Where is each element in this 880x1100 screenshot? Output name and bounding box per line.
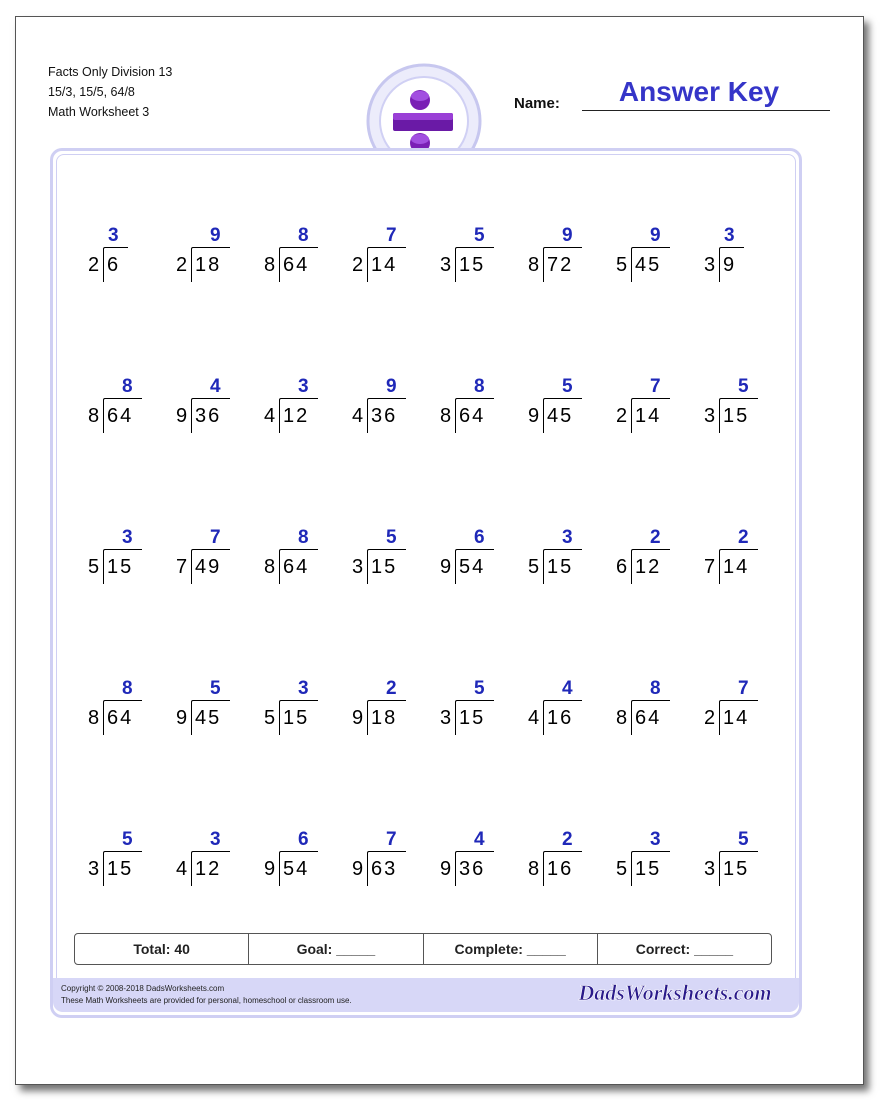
answer: 8 — [298, 527, 309, 548]
division-problem — [172, 225, 252, 289]
dividend: 14 — [635, 405, 662, 427]
worksheet-info — [48, 62, 172, 122]
dividend: 18 — [195, 254, 222, 276]
dividend: 15 — [635, 858, 662, 880]
answer: 7 — [738, 678, 749, 699]
dividend: 49 — [195, 556, 222, 578]
division-problem — [436, 829, 516, 893]
dividend: 14 — [723, 707, 750, 729]
divisor: 2 — [352, 254, 364, 276]
answer: 6 — [474, 527, 485, 548]
division-problem — [524, 678, 604, 742]
divisor: 8 — [88, 405, 100, 427]
divisor: 9 — [528, 405, 540, 427]
copyright-text: Copyright © 2008-2018 DadsWorksheets.com — [61, 984, 225, 993]
answer: 5 — [386, 527, 397, 548]
name-field — [514, 76, 819, 116]
division-problem — [524, 527, 604, 591]
answer: 9 — [210, 225, 221, 246]
answer: 8 — [122, 376, 133, 397]
division-problem — [348, 376, 428, 440]
division-problem — [84, 527, 164, 591]
answer: 3 — [210, 829, 221, 850]
worksheet-title: Facts Only Division 13 — [48, 65, 173, 79]
divisor: 9 — [176, 707, 188, 729]
division-problem — [348, 678, 428, 742]
dividend: 72 — [547, 254, 574, 276]
answer: 5 — [474, 678, 485, 699]
answer: 4 — [210, 376, 221, 397]
dividend: 6 — [107, 254, 121, 276]
dividend: 12 — [635, 556, 662, 578]
answer: 3 — [298, 678, 309, 699]
answer-key-label: Answer Key — [618, 76, 780, 107]
divisor: 4 — [176, 858, 188, 880]
divisor: 3 — [440, 254, 452, 276]
divisor: 2 — [616, 405, 628, 427]
answer: 2 — [562, 829, 573, 850]
usage-notice: These Math Worksheets are provided for personal, homeschool or classroom use. — [61, 996, 352, 1005]
division-problem — [348, 225, 428, 289]
divisor: 3 — [704, 405, 716, 427]
dividend: 36 — [371, 405, 398, 427]
correct-cell: Correct: _____ — [597, 934, 771, 964]
division-problem — [700, 225, 780, 289]
divisor: 9 — [352, 858, 364, 880]
divisor: 9 — [176, 405, 188, 427]
dividend: 64 — [635, 707, 662, 729]
worksheet-subtitle: 15/3, 15/5, 64/8 — [48, 85, 135, 99]
dividend: 14 — [723, 556, 750, 578]
divisor: 9 — [352, 707, 364, 729]
answer: 5 — [738, 376, 749, 397]
answer: 7 — [386, 829, 397, 850]
divisor: 2 — [176, 254, 188, 276]
dadsworksheets-logo — [560, 978, 790, 1008]
division-problem — [348, 829, 428, 893]
division-problem — [524, 829, 604, 893]
dividend: 45 — [195, 707, 222, 729]
divisor: 8 — [264, 556, 276, 578]
divisor: 5 — [616, 858, 628, 880]
dividend: 16 — [547, 707, 574, 729]
complete-cell: Complete: _____ — [423, 934, 597, 964]
answer: 9 — [386, 376, 397, 397]
division-problem — [260, 376, 340, 440]
divisor: 4 — [528, 707, 540, 729]
dividend: 16 — [547, 858, 574, 880]
answer: 8 — [298, 225, 309, 246]
dividend: 9 — [723, 254, 737, 276]
dividend: 36 — [459, 858, 486, 880]
division-problem — [172, 678, 252, 742]
divisor: 5 — [528, 556, 540, 578]
dividend: 45 — [547, 405, 574, 427]
dividend: 64 — [283, 556, 310, 578]
dividend: 15 — [107, 556, 134, 578]
answer: 9 — [650, 225, 661, 246]
division-problem — [436, 678, 516, 742]
answer: 8 — [122, 678, 133, 699]
division-problem — [436, 527, 516, 591]
answer: 4 — [562, 678, 573, 699]
divisor: 8 — [528, 858, 540, 880]
divisor: 7 — [176, 556, 188, 578]
divisor: 8 — [88, 707, 100, 729]
division-problem — [436, 376, 516, 440]
divisor: 9 — [440, 858, 452, 880]
dividend: 54 — [283, 858, 310, 880]
answer: 8 — [650, 678, 661, 699]
dividend: 15 — [459, 254, 486, 276]
divisor: 3 — [352, 556, 364, 578]
dividend: 54 — [459, 556, 486, 578]
dividend: 36 — [195, 405, 222, 427]
division-problem — [612, 376, 692, 440]
dividend: 12 — [195, 858, 222, 880]
dividend: 15 — [547, 556, 574, 578]
dividend: 12 — [283, 405, 310, 427]
division-problem — [700, 678, 780, 742]
dividend: 15 — [371, 556, 398, 578]
division-problem — [260, 678, 340, 742]
divisor: 3 — [704, 254, 716, 276]
answer: 4 — [474, 829, 485, 850]
dividend: 64 — [107, 707, 134, 729]
dividend: 45 — [635, 254, 662, 276]
answer: 3 — [724, 225, 735, 246]
answer: 3 — [298, 376, 309, 397]
divisor: 3 — [88, 858, 100, 880]
answer: 2 — [650, 527, 661, 548]
divisor: 6 — [616, 556, 628, 578]
dividend: 18 — [371, 707, 398, 729]
dividend: 64 — [107, 405, 134, 427]
division-problem — [612, 225, 692, 289]
division-problem — [260, 225, 340, 289]
divisor: 8 — [264, 254, 276, 276]
dividend: 64 — [459, 405, 486, 427]
divisor: 2 — [88, 254, 100, 276]
divisor: 8 — [440, 405, 452, 427]
division-problem — [260, 829, 340, 893]
divisor: 8 — [616, 707, 628, 729]
answer: 5 — [474, 225, 485, 246]
worksheet-number: Math Worksheet 3 — [48, 105, 150, 119]
divisor: 4 — [352, 405, 364, 427]
divisor: 5 — [264, 707, 276, 729]
answer: 2 — [738, 527, 749, 548]
answer: 9 — [562, 225, 573, 246]
copyright-block — [61, 983, 352, 1007]
answer: 3 — [108, 225, 119, 246]
answer: 7 — [650, 376, 661, 397]
answer: 6 — [298, 829, 309, 850]
division-problem — [348, 527, 428, 591]
division-problem — [524, 225, 604, 289]
answer: 5 — [122, 829, 133, 850]
answer: 3 — [122, 527, 133, 548]
division-problem — [612, 678, 692, 742]
name-line — [582, 110, 830, 111]
dividend: 64 — [283, 254, 310, 276]
answer: 2 — [386, 678, 397, 699]
answer: 5 — [738, 829, 749, 850]
division-problem — [84, 678, 164, 742]
division-problem — [612, 527, 692, 591]
divisor: 7 — [704, 556, 716, 578]
division-problem — [172, 829, 252, 893]
division-problem — [700, 376, 780, 440]
answer: 7 — [210, 527, 221, 548]
division-problem — [436, 225, 516, 289]
score-box — [74, 933, 772, 965]
answer: 3 — [650, 829, 661, 850]
answer: 5 — [210, 678, 221, 699]
divisor: 9 — [264, 858, 276, 880]
dividend: 15 — [459, 707, 486, 729]
answer: 8 — [474, 376, 485, 397]
dividend: 15 — [723, 405, 750, 427]
divisor: 5 — [616, 254, 628, 276]
divisor: 4 — [264, 405, 276, 427]
dividend: 15 — [107, 858, 134, 880]
dividend: 14 — [371, 254, 398, 276]
dividend: 15 — [283, 707, 310, 729]
division-problem — [172, 527, 252, 591]
divisor: 8 — [528, 254, 540, 276]
division-problem — [84, 829, 164, 893]
dividend: 15 — [723, 858, 750, 880]
divisor: 3 — [440, 707, 452, 729]
division-problem — [260, 527, 340, 591]
answer: 7 — [386, 225, 397, 246]
division-problem — [172, 376, 252, 440]
divisor: 3 — [704, 858, 716, 880]
division-problem — [524, 376, 604, 440]
total-cell: Total: 40 — [133, 941, 190, 957]
name-label: Name: — [514, 95, 560, 112]
answer: 3 — [562, 527, 573, 548]
goal-cell: Goal: _____ — [248, 934, 422, 964]
division-problem — [612, 829, 692, 893]
divisor: 2 — [704, 707, 716, 729]
division-problem — [84, 376, 164, 440]
answer: 5 — [562, 376, 573, 397]
division-problem — [700, 829, 780, 893]
divisor: 9 — [440, 556, 452, 578]
dividend: 63 — [371, 858, 398, 880]
svg-text:DadsWorksheets.com: DadsWorksheets.com — [578, 980, 772, 1005]
divisor: 5 — [88, 556, 100, 578]
division-problem — [700, 527, 780, 591]
division-problem — [84, 225, 164, 289]
